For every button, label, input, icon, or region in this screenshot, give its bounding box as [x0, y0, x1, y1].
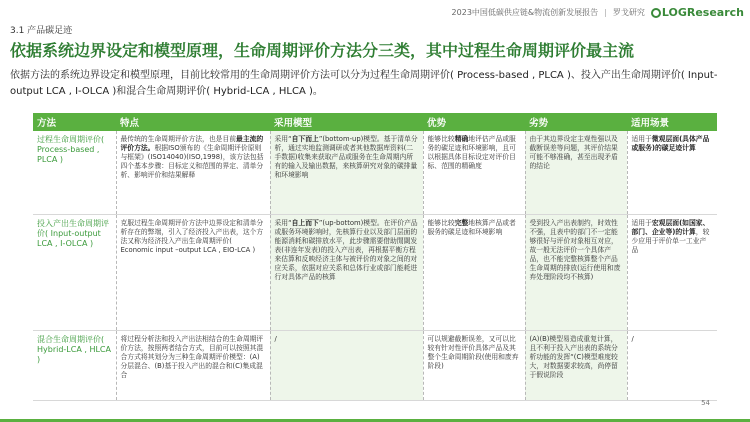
model-cell [270, 331, 423, 401]
table-row [33, 331, 717, 401]
advantages-cell-segment: 精确 [454, 135, 469, 143]
disadvantages-cell: (A)(B)模型易造成重复计算，且不利于投入产出表的系统分析功能的发挥“(C)模型难度较大，对数据要求较高，尚停留于假说阶段 [525, 331, 627, 401]
model-cell-segment: 采用“ [274, 219, 292, 227]
section-label: 3.1 产品碳足迹 [10, 26, 73, 36]
header-advantages: 优势 [423, 113, 525, 131]
features-cell [116, 215, 270, 331]
model-cell-segment: / [274, 335, 277, 343]
disadvantages-cell: 受到投入产出表制约，时效性不强，且表中的部门不一定能够很好与评价对象相互对应，故一般无法评价一个具体产品，也不能完整核算整个产品生命周期的排放(运行使用和废弃处理阶段均不核算) [525, 215, 627, 331]
features-cell-segment: 根据ISO颁布的《生命周期评价原则与框架》(ISO14040)(ISO,1998)，该方法包括四个基本步骤：目标定义和范围的界定、清单分析、影响评价和结果解释 [120, 144, 264, 179]
method-cell: 投入产出生命周期评价( Input-output LCA , I-OLCA ) [33, 215, 116, 331]
advantages-cell-segment: 地核算产品或者服务的碳足迹和环境影响 [427, 219, 516, 236]
model-cell-segment: 自上而下 [291, 219, 319, 227]
model-cell-segment: ”(up-bottom)模型。在评价产品或服务环境影响时，先核算行业以及部门层面的能源消耗和碳排放水平，此步骤需要借助閒閾发表(非连年发表)的投入产出表，再根据平衡方程来估算和反映经济主体与被评价的对象之间的对应关系，依据对应关系和总体行业或部门能耗进行对具体产品的核算 [274, 219, 418, 281]
disadvantages-cell: 由于其边界设定主观性强以及截断误差等问题，其评价结果可能不够准确，甚至出现矛盾的结论 [525, 131, 627, 215]
intro-paragraph: 依据方法的系统边界设定和模型原理，目前比较常用的生命周期评价方法可以分为过程生命周期评价( Process-based , PLCA )、投入产出生命周期评价( Input-output LCA , I-OLCA )和混合生命周期评价( Hybrid-LCA , HLCA )。 [10, 70, 718, 97]
scenarios-cell-segment: / [631, 335, 634, 343]
model-cell [270, 215, 423, 331]
model-cell [270, 131, 423, 215]
advantages-cell-segment: 完整 [454, 219, 469, 227]
logo-ring-icon [651, 8, 661, 18]
lca-methods-table [33, 113, 717, 401]
table-row [33, 131, 717, 215]
features-cell-segment: 将过程分析法和投入产出法相结合的生命周期评价方法，按照两者结合方式，目前可以按照其混合方式将其划分为三种生命周期评价模型：(A)分层混合、(B)基于投入产出的混合和(C)集成混合 [120, 335, 264, 379]
table-header-row [33, 113, 717, 131]
advantages-cell-segment: 地评估产品或服务的碳足迹和环境影响，且可以根据具体目标设定对评价目标、范围的精确度 [427, 135, 516, 170]
advantages-cell [423, 131, 525, 215]
header-method: 方法 [33, 113, 116, 131]
features-cell [116, 131, 270, 215]
scenarios-cell-segment: 宏观层面(如国家、部门、企业等)的计算 [631, 219, 710, 236]
page-number: 54 [701, 399, 710, 407]
advantages-cell [423, 215, 525, 331]
company-logo [651, 6, 744, 19]
header-separator: | [604, 8, 607, 17]
features-cell [116, 331, 270, 401]
model-cell-segment: 自下而上 [291, 135, 319, 143]
header-disadvantages: 劣势 [525, 113, 627, 131]
report-header [452, 6, 744, 19]
method-cell: 混合生命周期评价( Hybrid-LCA , HLCA ) [33, 331, 116, 401]
advantages-cell-segment: 能够比较 [427, 135, 455, 143]
features-cell-segment: 最传统的生命周期评价方法，也是目前 [120, 135, 237, 143]
scenarios-cell-segment: 微观层面(具体产品或服务)的碳足迹计算 [631, 135, 710, 152]
advantages-cell [423, 331, 525, 401]
header-features: 特点 [116, 113, 270, 131]
org-name: 罗戈研究 [612, 8, 645, 17]
header-model: 采用模型 [270, 113, 423, 131]
scenarios-cell-segment: 适用于 [631, 219, 652, 227]
advantages-cell-segment: 可以规避截断误差，又可以比较有针对性评价具体产品及其整个生命周期阶段(使用和废弃阶段) [427, 335, 519, 370]
report-title: 2023中国低碳供应链&物流创新发展报告 [451, 8, 599, 17]
model-cell-segment: ”(bottom-up)模型。基于清单分析，通过实地监测调研或者其他数据库资料(二手数据)收集来获取产品或服务在生命周期内所有的输入及输出数据，来核算研究对象的碳排量和环境影响 [274, 135, 418, 179]
page-title: 依据系统边界设定和模型原理，生命周期评价方法分三类，其中过程生命周期评价最主流 [10, 41, 635, 60]
model-cell-segment: 采用“ [274, 135, 292, 143]
features-cell-segment: 克服过程生命周期评价方法中边界设定和清单分析存在的弊端，引入了经济投入产出表，这个方法又称为经济投入产出生命周期评价( Economic input –output LCA , EIO-LCA ) [120, 219, 264, 254]
scenarios-cell [627, 215, 717, 331]
logo-text: LOGResearch [661, 6, 744, 19]
scenarios-cell-segment: 适用于 [631, 135, 652, 143]
method-cell: 过程生命周期评价( Process-based , PLCA ) [33, 131, 116, 215]
table-row [33, 215, 717, 331]
scenarios-cell [627, 131, 717, 215]
scenarios-cell-segment: ，较少应用于评价单一工业产品 [631, 228, 710, 254]
scenarios-cell [627, 331, 717, 401]
advantages-cell-segment: 能够比较 [427, 219, 455, 227]
features-cell-segment: 最主流的评价方法。 [120, 135, 264, 152]
header-scenarios: 适用场景 [627, 113, 717, 131]
